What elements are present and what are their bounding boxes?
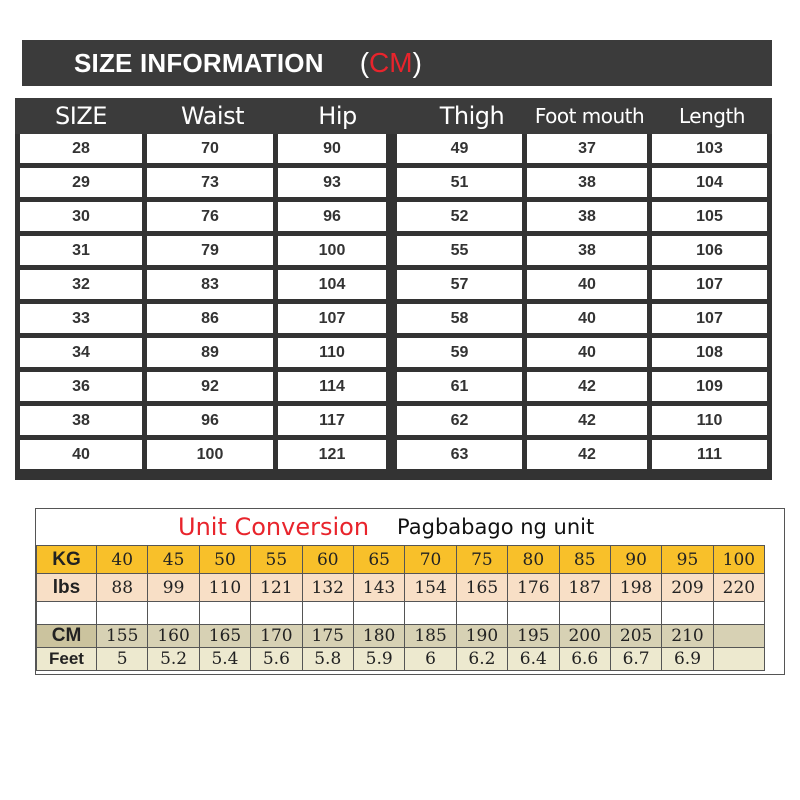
conversion-cell-lbs: 198 <box>610 574 661 602</box>
conversion-label-feet: Feet <box>37 648 97 671</box>
conversion-cell-cm: 185 <box>405 625 456 648</box>
cell-hip: 104 <box>278 270 397 304</box>
cell-size: 32 <box>15 270 147 304</box>
unit-open-paren: ( <box>359 47 370 78</box>
conversion-title <box>36 509 784 545</box>
cell-length: 103 <box>652 134 772 168</box>
size-table-row <box>15 440 772 474</box>
conversion-cell-kg: 95 <box>662 546 713 574</box>
cell-size: 34 <box>15 338 147 372</box>
size-table-row <box>15 236 772 270</box>
banner-title: SIZE INFORMATION <box>74 47 324 78</box>
conversion-cell-kg: 60 <box>302 546 353 574</box>
header-thigh: Thigh <box>397 98 527 134</box>
size-table-row <box>15 372 772 406</box>
conversion-cell-cm: 200 <box>559 625 610 648</box>
conversion-cell-kg: 65 <box>353 546 404 574</box>
size-table-row <box>15 202 772 236</box>
conversion-cell-feet <box>713 648 764 671</box>
header-length: Length <box>652 98 772 134</box>
size-table-row <box>15 168 772 202</box>
conversion-cell-kg: 45 <box>148 546 199 574</box>
conversion-cell-lbs: 165 <box>456 574 507 602</box>
conversion-cell-lbs: 154 <box>405 574 456 602</box>
cell-length: 110 <box>652 406 772 440</box>
conversion-cell-feet: 6.6 <box>559 648 610 671</box>
conversion-cell-kg: 70 <box>405 546 456 574</box>
conversion-cell-kg: 100 <box>713 546 764 574</box>
cell-size: 30 <box>15 202 147 236</box>
cell-waist: 73 <box>147 168 278 202</box>
conversion-cell-blank <box>353 602 404 625</box>
conversion-label-cm: CM <box>37 625 97 648</box>
cell-length: 107 <box>652 304 772 338</box>
cell-hip: 110 <box>278 338 397 372</box>
unit-close-paren: ) <box>412 47 422 78</box>
conversion-cell-kg: 50 <box>199 546 250 574</box>
conversion-cell-kg: 90 <box>610 546 661 574</box>
conversion-cell-kg: 40 <box>97 546 148 574</box>
cell-size: 33 <box>15 304 147 338</box>
cell-thigh: 58 <box>397 304 527 338</box>
cell-foot-mouth: 38 <box>527 202 652 236</box>
cell-waist: 83 <box>147 270 278 304</box>
size-table-row <box>15 270 772 304</box>
cell-hip: 90 <box>278 134 397 168</box>
size-table-row <box>15 406 772 440</box>
cell-waist: 100 <box>147 440 278 474</box>
conversion-cell-lbs: 88 <box>97 574 148 602</box>
conversion-cell-kg: 75 <box>456 546 507 574</box>
cell-size: 38 <box>15 406 147 440</box>
conversion-cell-kg: 85 <box>559 546 610 574</box>
size-table-row <box>15 134 772 168</box>
cell-size: 36 <box>15 372 147 406</box>
conversion-cell-cm: 190 <box>456 625 507 648</box>
conversion-cell-feet: 6.4 <box>508 648 559 671</box>
conversion-cell-kg: 80 <box>508 546 559 574</box>
conversion-cell-blank <box>508 602 559 625</box>
cell-waist: 89 <box>147 338 278 372</box>
cell-size: 40 <box>15 440 147 474</box>
conversion-cell-kg: 55 <box>251 546 302 574</box>
conversion-cell-lbs: 176 <box>508 574 559 602</box>
cell-foot-mouth: 38 <box>527 236 652 270</box>
cell-hip: 117 <box>278 406 397 440</box>
cell-waist: 79 <box>147 236 278 270</box>
cell-foot-mouth: 37 <box>527 134 652 168</box>
conversion-cell-cm: 195 <box>508 625 559 648</box>
conversion-cell-cm: 205 <box>610 625 661 648</box>
conversion-cell-feet: 6.7 <box>610 648 661 671</box>
cell-length: 105 <box>652 202 772 236</box>
conversion-cell-cm: 155 <box>97 625 148 648</box>
cell-waist: 92 <box>147 372 278 406</box>
cell-hip: 96 <box>278 202 397 236</box>
size-table-frame <box>15 98 772 480</box>
conversion-cell-cm: 160 <box>148 625 199 648</box>
cell-foot-mouth: 42 <box>527 440 652 474</box>
conversion-cell-lbs: 143 <box>353 574 404 602</box>
cell-hip: 93 <box>278 168 397 202</box>
cell-foot-mouth: 40 <box>527 270 652 304</box>
header-waist: Waist <box>147 98 278 134</box>
cell-foot-mouth: 40 <box>527 338 652 372</box>
cell-thigh: 49 <box>397 134 527 168</box>
conversion-title-red: Unit Conversion <box>178 513 370 541</box>
cell-thigh: 62 <box>397 406 527 440</box>
header-hip: Hip <box>278 98 397 134</box>
header-size: SIZE <box>15 98 147 134</box>
conversion-cell-cm: 170 <box>251 625 302 648</box>
cell-length: 109 <box>652 372 772 406</box>
conversion-cell-blank <box>559 602 610 625</box>
cell-length: 104 <box>652 168 772 202</box>
conversion-cell-feet: 6 <box>405 648 456 671</box>
cell-foot-mouth: 42 <box>527 406 652 440</box>
conversion-cell-cm: 175 <box>302 625 353 648</box>
conversion-cell-blank <box>405 602 456 625</box>
conversion-label-lbs: lbs <box>37 574 97 602</box>
conversion-cell-cm <box>713 625 764 648</box>
conversion-cell-lbs: 110 <box>199 574 250 602</box>
cell-waist: 86 <box>147 304 278 338</box>
cell-foot-mouth: 42 <box>527 372 652 406</box>
conversion-cell-lbs: 99 <box>148 574 199 602</box>
cell-size: 29 <box>15 168 147 202</box>
conversion-row-cm <box>37 625 765 648</box>
size-info-banner <box>22 40 772 86</box>
conversion-cell-lbs: 209 <box>662 574 713 602</box>
cell-hip: 100 <box>278 236 397 270</box>
conversion-cell-feet: 5.9 <box>353 648 404 671</box>
conversion-cell-blank <box>199 602 250 625</box>
cell-hip: 107 <box>278 304 397 338</box>
cell-size: 28 <box>15 134 147 168</box>
conversion-cell-cm: 210 <box>662 625 713 648</box>
unit-conversion-box <box>35 508 785 675</box>
conversion-cell-blank <box>148 602 199 625</box>
size-table-header-row <box>15 98 772 134</box>
conversion-cell-feet: 5 <box>97 648 148 671</box>
banner-unit <box>360 47 422 79</box>
conversion-label-blank <box>37 602 97 625</box>
conversion-cell-feet: 5.8 <box>302 648 353 671</box>
conversion-label-kg: KG <box>37 546 97 574</box>
cell-foot-mouth: 38 <box>527 168 652 202</box>
conversion-cell-lbs: 220 <box>713 574 764 602</box>
conversion-cell-blank <box>251 602 302 625</box>
conversion-cell-cm: 180 <box>353 625 404 648</box>
size-table-row <box>15 304 772 338</box>
conversion-cell-feet: 5.6 <box>251 648 302 671</box>
conversion-row-blank <box>37 602 765 625</box>
cell-length: 106 <box>652 236 772 270</box>
cell-thigh: 51 <box>397 168 527 202</box>
conversion-cell-lbs: 132 <box>302 574 353 602</box>
conversion-table <box>36 545 765 671</box>
conversion-cell-blank <box>662 602 713 625</box>
cell-waist: 70 <box>147 134 278 168</box>
conversion-cell-feet: 6.9 <box>662 648 713 671</box>
conversion-cell-blank <box>610 602 661 625</box>
cell-foot-mouth: 40 <box>527 304 652 338</box>
cell-waist: 76 <box>147 202 278 236</box>
cell-size: 31 <box>15 236 147 270</box>
cell-length: 107 <box>652 270 772 304</box>
conversion-title-black: Pagbabago ng unit <box>397 515 595 539</box>
size-table-row <box>15 338 772 372</box>
cell-length: 108 <box>652 338 772 372</box>
cell-length: 111 <box>652 440 772 474</box>
cell-thigh: 63 <box>397 440 527 474</box>
conversion-cell-blank <box>456 602 507 625</box>
header-foot-mouth: Foot mouth <box>527 98 652 134</box>
conversion-cell-lbs: 187 <box>559 574 610 602</box>
unit-cm: CM <box>369 47 413 78</box>
conversion-row-feet <box>37 648 765 671</box>
conversion-cell-cm: 165 <box>199 625 250 648</box>
size-table <box>15 98 772 474</box>
conversion-cell-blank <box>302 602 353 625</box>
cell-thigh: 55 <box>397 236 527 270</box>
conversion-cell-feet: 5.4 <box>199 648 250 671</box>
cell-hip: 114 <box>278 372 397 406</box>
cell-thigh: 61 <box>397 372 527 406</box>
conversion-cell-lbs: 121 <box>251 574 302 602</box>
conversion-row-lbs <box>37 574 765 602</box>
cell-waist: 96 <box>147 406 278 440</box>
conversion-cell-blank <box>713 602 764 625</box>
conversion-cell-feet: 6.2 <box>456 648 507 671</box>
cell-thigh: 57 <box>397 270 527 304</box>
cell-hip: 121 <box>278 440 397 474</box>
conversion-row-kg <box>37 546 765 574</box>
cell-thigh: 59 <box>397 338 527 372</box>
conversion-cell-feet: 5.2 <box>148 648 199 671</box>
conversion-cell-blank <box>97 602 148 625</box>
cell-thigh: 52 <box>397 202 527 236</box>
